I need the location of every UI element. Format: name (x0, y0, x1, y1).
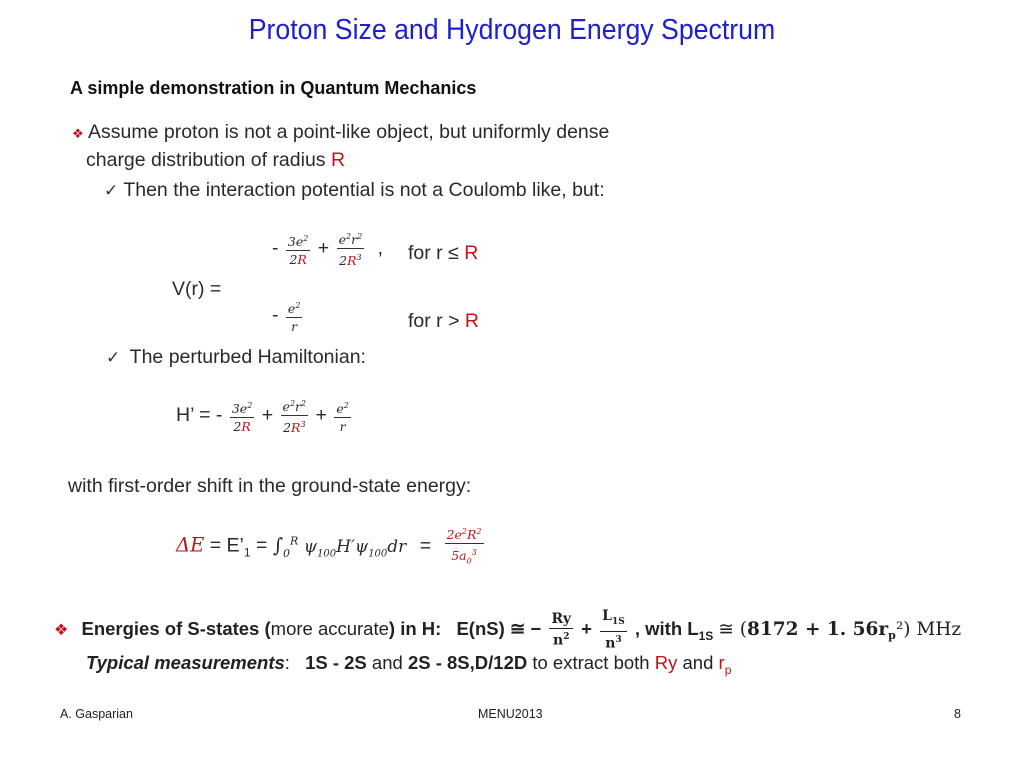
measurements-line: Typical measurements: 1S - 2S and 2S - 8S,D/12D to extract both Ry and $r_p$ (86, 652, 732, 677)
radius-symbol: R (330, 149, 346, 171)
delta-E: ΔE (176, 533, 205, 557)
potential-lhs: V(r) = (172, 278, 222, 300)
fraction-Ry-n2: $\frac{Ry}{n^2}$ (551, 610, 572, 649)
fraction-e2-r: $\frac{e^2}{r}$ (286, 298, 303, 334)
slide-title: Proton Size and Hydrogen Energy Spectrum (248, 14, 776, 46)
check-hamiltonian (106, 346, 366, 369)
shift-text: with first-order shift in the ground-state energy: (68, 475, 472, 497)
check-potential (104, 179, 605, 202)
potential-case1: - $\frac{3e^2}{2R}$ + $\frac{e^2r^2}{2R^3}$ , (272, 229, 383, 268)
bullet-assume-line2 (86, 149, 345, 172)
check-potential-text: Then the interaction potential is not a Coulomb like, but: (123, 179, 605, 201)
energies-line: ❖ Energies of S-states (more accurate) in H: E(nS) ≅ − $\frac{Ry}{n^2}$ + $\frac{L_{1S}}{n^3}$ , with $L_{1S}$ ≅ (8172 + 1. $56r_p^2$) MHz (54, 608, 962, 652)
footer-author: A. Gasparian (60, 707, 133, 721)
slide-subtitle: A simple demonstration in Quantum Mechanics (70, 78, 477, 98)
integral: $\int_0^R$ (272, 533, 299, 560)
fraction-shift: $\frac{2e^2R^2}{5a_0^3}$ (445, 524, 484, 569)
bullet-line2: charge distribution of radius (86, 149, 326, 171)
potential-case2-cond: for r > R (408, 310, 479, 332)
checkmark-icon: ✓ (104, 181, 119, 200)
fraction-L1S-n3: $\frac{L_{1S}}{n^3}$ (602, 608, 625, 652)
energy-shift-eq: $\Delta E = E’_1 = \int_0^R$ $\psi_{100}H'\psi_{100}dr$ = $\frac{2e^2R^2}{5a_0^3}$ (176, 524, 486, 569)
bullet-line1: Assume proton is not a point-like object, but uniformly dense (88, 121, 610, 143)
fraction-e2r2-2R3: $\frac{e^2r^2}{2R^3}$ (337, 229, 365, 268)
fraction-3e2-2R: $\frac{3e^2}{2R}$ (286, 231, 310, 267)
hamiltonian-eq: H’ = - $\frac{3e^2}{2R}$ + $\frac{e^2r^2}{2R^3}$ + $\frac{e^2}{r}$ (176, 396, 353, 435)
potential-case1-cond: for r ≤ R (408, 242, 479, 264)
diamond-bullet-icon: ❖ (54, 622, 69, 640)
potential-case2: - $\frac{e^2}{r}$ (272, 298, 304, 334)
diamond-bullet-icon: ❖ (72, 126, 84, 141)
checkmark-icon: ✓ (106, 348, 121, 367)
footer-conference: MENU2013 (478, 707, 543, 721)
footer-page-number: 8 (954, 707, 961, 721)
hamiltonian-lhs: H’ = - (176, 403, 223, 426)
check-hamiltonian-text: The perturbed Hamiltonian: (129, 346, 366, 368)
bullet-assume (72, 121, 609, 144)
